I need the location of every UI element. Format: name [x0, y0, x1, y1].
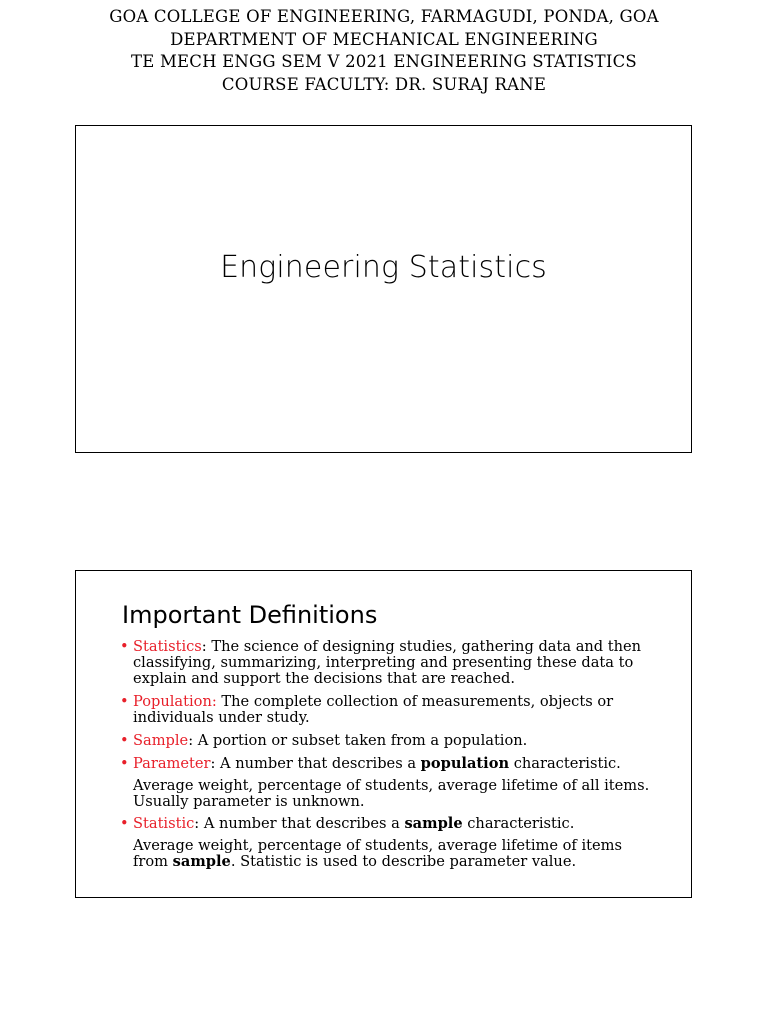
statistic-note-start: Average weight, percentage of students, average lifetime of items from — [133, 837, 622, 870]
definitions-list — [120, 639, 660, 876]
definition-statistic-bold: sample — [404, 815, 463, 832]
bullet-icon: • — [120, 732, 129, 749]
list-item-population — [120, 694, 660, 726]
college-name: GOA COLLEGE OF ENGINEERING, FARMAGUDI, PONDA, GOA — [109, 7, 659, 26]
course-faculty: COURSE FACULTY: DR. SURAJ RANE — [221, 74, 547, 94]
list-item-statistics — [120, 639, 660, 687]
definition-parameter: : A number that describes a — [210, 755, 421, 772]
term-statistic: Statistic — [133, 815, 195, 832]
list-item-parameter — [120, 756, 660, 772]
term-population: Population: — [133, 693, 217, 710]
slide-heading: Important Definitions — [122, 601, 378, 629]
definition-population: The complete collection of measurements, objects or individuals under study. — [133, 693, 614, 726]
course-name: TE MECH ENGG SEM V 2021 ENGINEERING STATISTICS — [131, 52, 637, 71]
statistic-note-bold: sample — [172, 853, 231, 870]
slide-title: Engineering Statistics — [220, 250, 547, 285]
definition-statistics: : The science of designing studies, gathering data and then classifying, summarizing, interpreting and presenting these data to explain and support the decisions that are reached. — [133, 638, 642, 687]
bullet-icon: • — [120, 638, 129, 655]
statistic-note-end: . Statistic is used to describe parameter value. — [230, 853, 577, 870]
term-sample: Sample — [133, 732, 189, 749]
bullet-icon: • — [120, 755, 129, 772]
term-statistics: Statistics — [133, 638, 202, 655]
definition-parameter-bold: population — [420, 755, 510, 772]
bullet-icon: • — [120, 693, 129, 710]
definition-parameter-end: characteristic. — [509, 755, 621, 772]
definition-statistic: : A number that describes a — [194, 815, 405, 832]
title-slide — [75, 125, 692, 453]
definitions-slide — [75, 570, 692, 898]
definition-sample: : A portion or subset taken from a population. — [188, 732, 528, 749]
list-item-statistic — [120, 816, 660, 832]
statistic-note — [120, 838, 660, 870]
parameter-note: Average weight, percentage of students, average lifetime of all items. Usually parameter is unknown. — [133, 777, 650, 810]
document-header — [0, 6, 768, 96]
department-name: DEPARTMENT OF MECHANICAL ENGINEERING — [170, 29, 598, 49]
bullet-icon: • — [120, 815, 129, 832]
definition-statistic-end: characteristic. — [462, 815, 575, 832]
list-item-sample — [120, 733, 660, 749]
term-parameter: Parameter — [133, 755, 211, 772]
